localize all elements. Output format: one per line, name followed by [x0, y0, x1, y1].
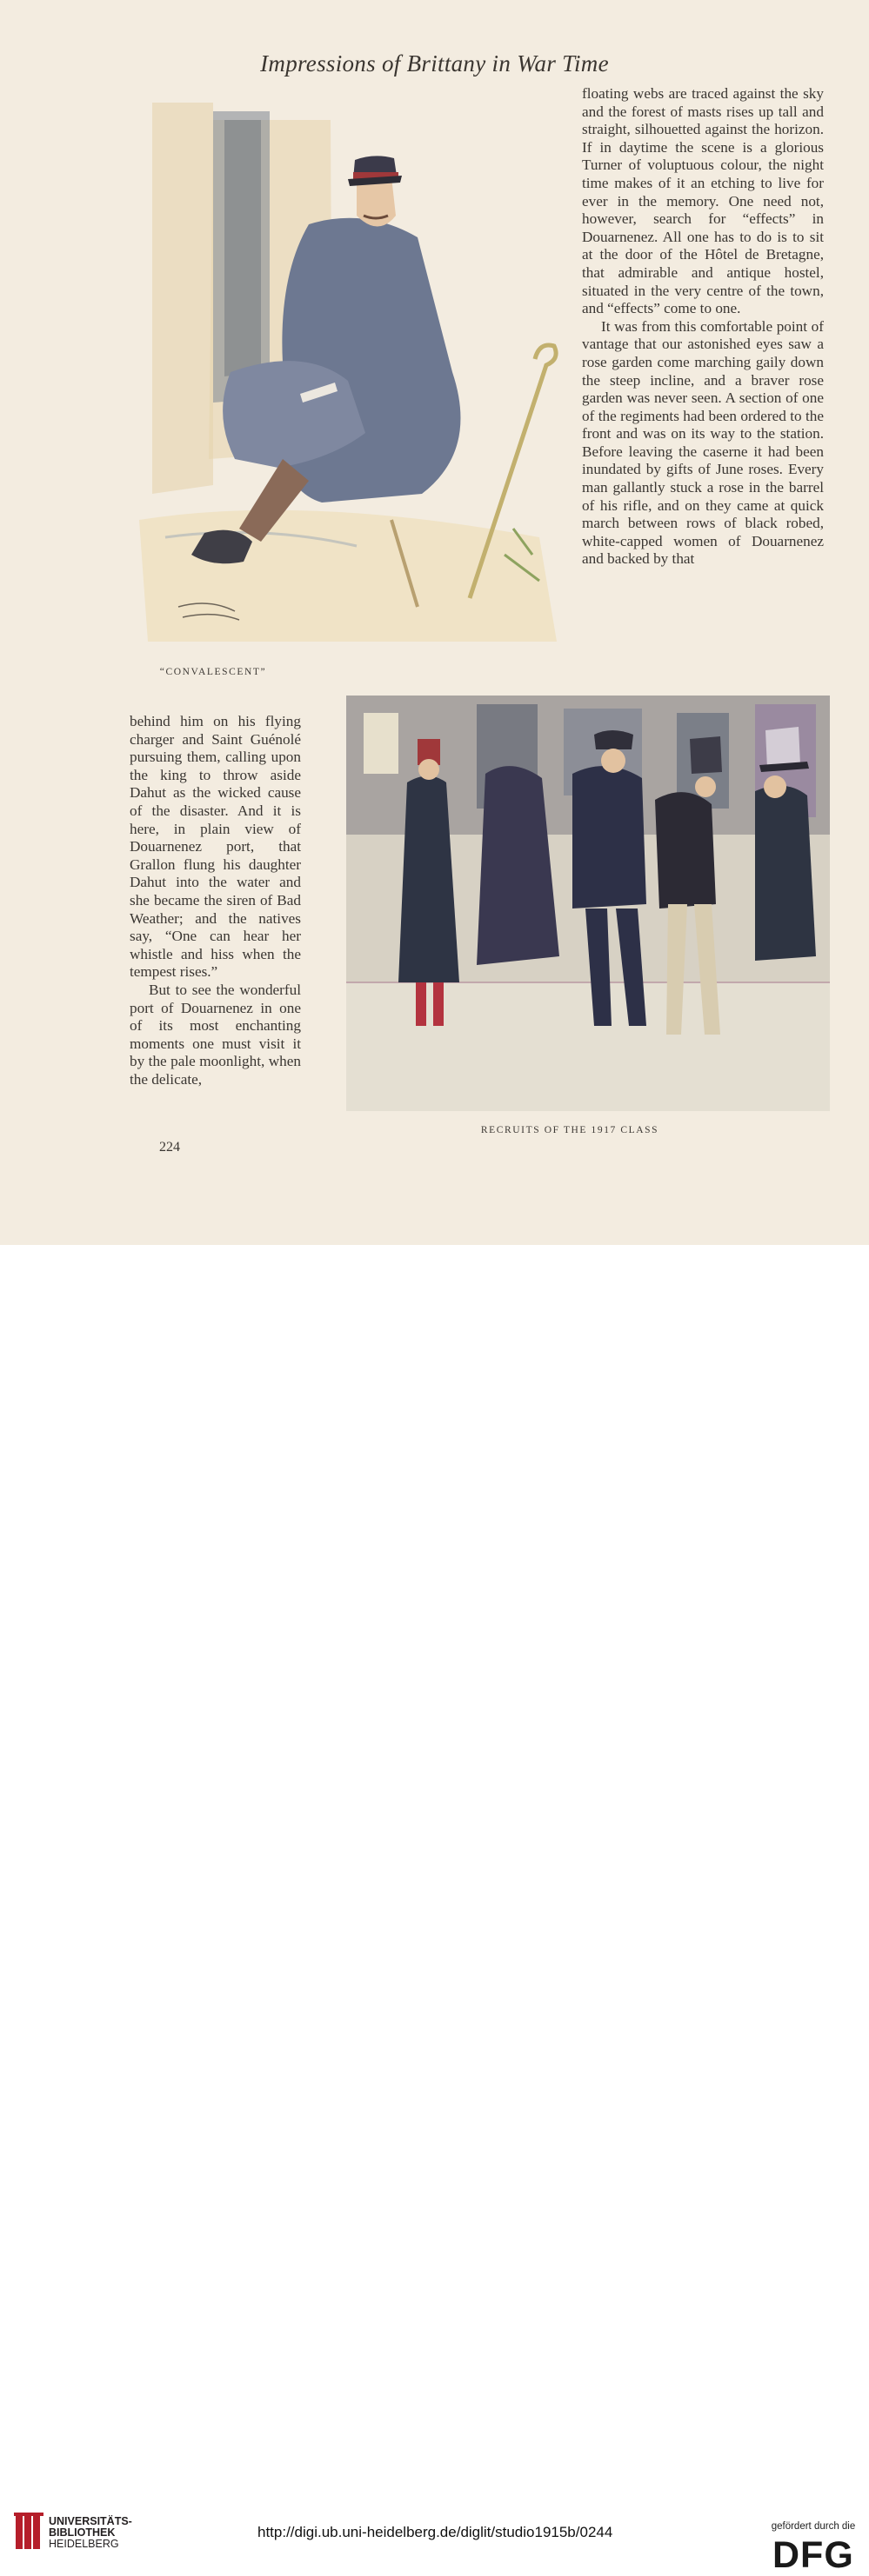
- caption-recruits: RECRUITS OF THE 1917 CLASS: [480, 1125, 659, 1135]
- library-name-line: HEIDELBERG: [49, 2538, 119, 2550]
- caption-convalescent: “CONVALESCENT”: [159, 667, 267, 677]
- viewer-footer: [0, 1245, 869, 2576]
- library-name: [49, 2516, 132, 2550]
- recruits-illustration: [346, 696, 830, 1111]
- paragraph: floating webs are traced against the sky and the forest of masts rises up tall and straight, silhouetted against the horizon. If in daytime the scene is a glorious Turner of voluptuous colour, the night time makes of it an etching to live for ever in the memory. One need not, however, search for “effects” in Douarnenez. All one has to do is to sit at the door of the Hôtel de Bretagne, that admirable and antique hostel, situated in the very centre of the town, and “effects” come to one.: [582, 85, 824, 317]
- paragraph: But to see the wonderful port of Douarnenez in one of its most enchanting moments one must visit it by the pale moonlight, when the delicate,: [130, 981, 301, 1088]
- running-head: Impressions of Brittany in War Time: [260, 50, 609, 77]
- library-name-line: BIBLIOTHEK: [49, 2526, 116, 2539]
- page-number: 224: [159, 1140, 180, 1155]
- paragraph: behind him on his flying charger and Saint Guénolé pursuing them, calling upon the king to throw aside Dahut as the wicked cause of the disaster. And it is here, in plain view of Douarnenez port, that Grallon flung his daughter Dahut into the water and she became the siren of Bad Weather; and the natives say, “One can hear her whistle and hiss when the tempest rises.”: [130, 713, 301, 981]
- left-column-text: [130, 713, 301, 1088]
- dfg-logo: DFG: [772, 2534, 854, 2576]
- book-page: [0, 0, 869, 1245]
- library-name-line: UNIVERSITÄTS-: [49, 2515, 132, 2527]
- permalink-url[interactable]: http://digi.ub.uni-heidelberg.de/diglit/studio1915b/0244: [257, 2524, 613, 2540]
- library-logo-icon: [14, 2513, 43, 2553]
- paragraph: It was from this comfortable point of vantage that our astonished eyes saw a rose garden come marching gaily down the steep incline, and a braver rose garden was never seen. A section of one of the regiments had been ordered to the front and was on its way to the station. Before leaving the caserne it had been inundated by gifts of June roses. Every man gallantly stuck a rose in the barrel of his rifle, and on they came at quick march between rows of black robed, white-capped women of Douarnenez and backed by that: [582, 317, 824, 568]
- funding-note: gefördert durch die: [771, 2521, 856, 2532]
- convalescent-illustration: [130, 85, 565, 659]
- right-column-text: [582, 85, 824, 569]
